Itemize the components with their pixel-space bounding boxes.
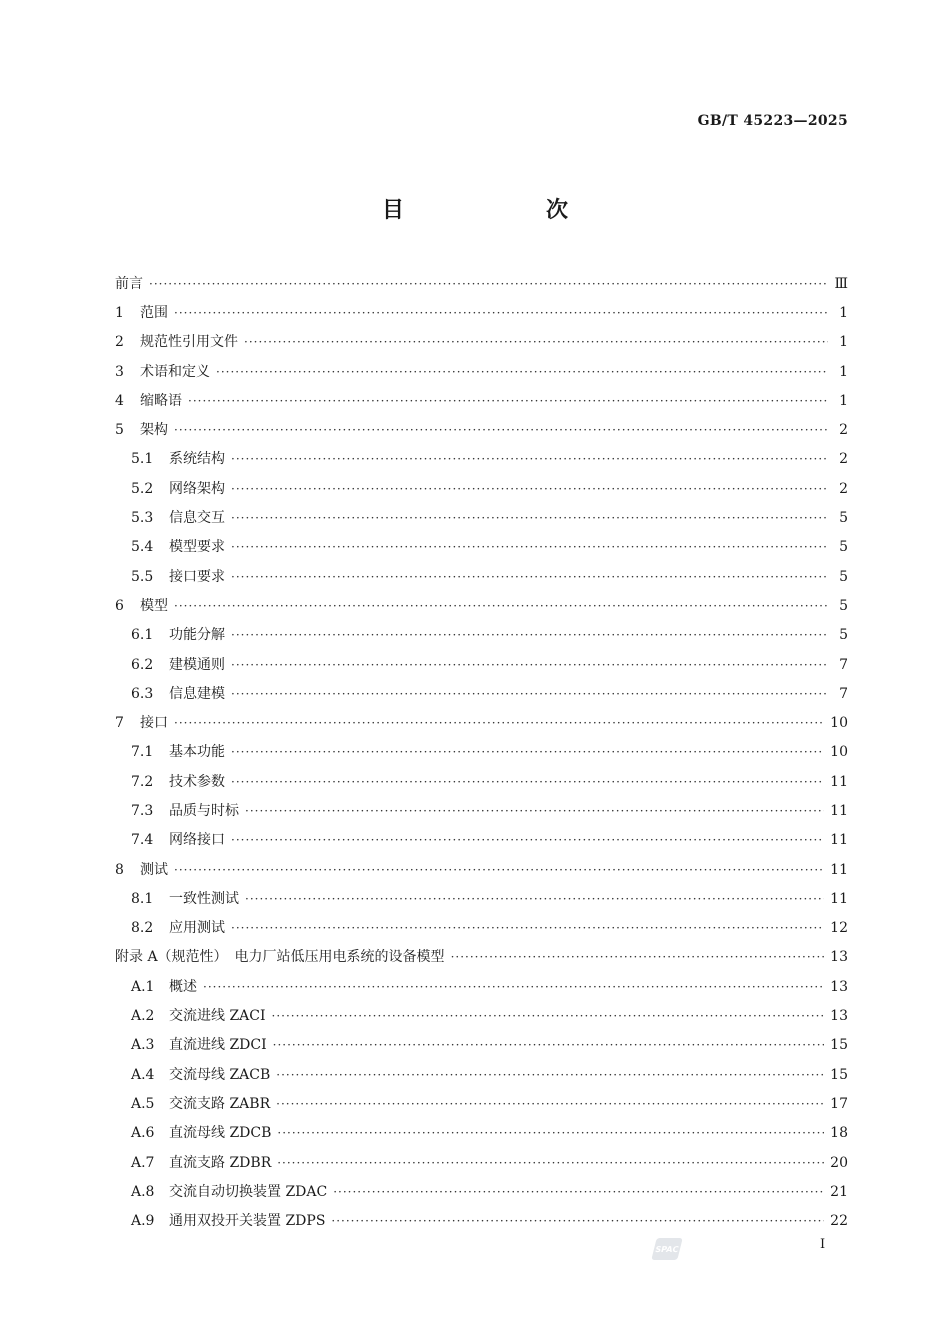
toc-entry-page: 13 — [830, 949, 848, 966]
toc-entry-label: 基本功能 — [169, 744, 225, 761]
toc-entry-number: 7.1 — [131, 744, 154, 761]
toc-entry-number: 6.2 — [131, 656, 154, 673]
toc-entry-page: 11 — [830, 890, 848, 907]
standard-code: GB/T 45223—2025 — [697, 113, 848, 129]
toc-entry-number: 5.3 — [131, 510, 154, 527]
toc-entry-page: 5 — [839, 568, 848, 585]
toc-entry-page: 5 — [839, 539, 848, 556]
toc-entry-page: 20 — [830, 1154, 848, 1171]
toc-leader-dots — [276, 1069, 824, 1081]
toc-entry-page: 2 — [839, 422, 848, 439]
toc-entry-label: 模型 — [140, 597, 168, 614]
toc-leader-dots — [174, 864, 824, 876]
toc-entry-page: 7 — [839, 685, 848, 702]
toc-entry-page: 2 — [839, 480, 848, 497]
toc-entry-page: 7 — [839, 656, 848, 673]
toc-entry[interactable] — [115, 1207, 848, 1236]
toc-entry[interactable] — [115, 767, 848, 796]
toc-leader-dots — [276, 1098, 824, 1110]
toc-entry-label: 功能分解 — [169, 627, 225, 644]
toc-entry[interactable] — [115, 415, 848, 444]
toc-entry-number: 5 — [115, 422, 124, 439]
toc-leader-dots — [174, 717, 824, 729]
toc-entry-number: 6 — [115, 597, 124, 614]
toc-entry[interactable] — [115, 1060, 848, 1089]
toc-entry[interactable] — [115, 445, 848, 474]
toc-leader-dots — [245, 893, 824, 905]
toc-leader-dots — [231, 512, 828, 524]
toc-entry-page: 12 — [830, 920, 848, 937]
toc-entry[interactable] — [115, 357, 848, 386]
toc-entry[interactable] — [115, 591, 848, 620]
toc-entry[interactable] — [115, 826, 848, 855]
toc-entry-page: 13 — [830, 978, 848, 995]
table-of-contents — [115, 269, 848, 1236]
toc-entry-page: 11 — [830, 773, 848, 790]
toc-entry-number: 1 — [115, 304, 124, 321]
toc-entry-label: 技术参数 — [169, 773, 225, 790]
toc-entry-number: 2 — [115, 334, 124, 351]
toc-entry[interactable] — [115, 1031, 848, 1060]
toc-leader-dots — [231, 776, 824, 788]
toc-entry[interactable] — [115, 1177, 848, 1206]
toc-leader-dots — [231, 541, 828, 553]
page-title: 目 次 — [381, 197, 628, 223]
toc-entry-number: 8.2 — [131, 920, 154, 937]
toc-leader-dots — [277, 1127, 824, 1139]
toc-entry-page: 2 — [839, 451, 848, 468]
toc-entry-number: 4 — [115, 392, 124, 409]
toc-entry-page: 1 — [839, 363, 848, 380]
toc-entry-number: 7.3 — [131, 802, 154, 819]
toc-entry-number: 7.2 — [131, 773, 154, 790]
toc-entry-label: 接口 — [140, 715, 168, 732]
toc-entry-label: 系统结构 — [169, 451, 225, 468]
toc-entry[interactable] — [115, 650, 848, 679]
toc-entry-number: 8 — [115, 861, 124, 878]
toc-entry-number: 5.4 — [131, 539, 154, 556]
toc-leader-dots — [273, 1039, 825, 1051]
toc-entry-label: 直流进线 ZDCI — [169, 1037, 267, 1054]
toc-leader-dots — [231, 659, 828, 671]
toc-leader-dots — [451, 951, 825, 963]
toc-entry-label: 直流母线 ZDCB — [169, 1125, 272, 1142]
toc-entry-label: 通用双投开关装置 ZDPS — [169, 1213, 326, 1230]
toc-entry[interactable] — [115, 884, 848, 913]
toc-leader-dots — [203, 981, 824, 993]
toc-entry-page: 11 — [830, 861, 848, 878]
toc-entry-label: 测试 — [140, 861, 168, 878]
toc-entry-label: 规范性引用文件 — [140, 334, 238, 351]
toc-entry-page: 21 — [830, 1183, 848, 1200]
toc-entry-label: 一致性测试 — [169, 890, 239, 907]
toc-entry-page: 1 — [839, 392, 848, 409]
toc-leader-dots — [174, 424, 828, 436]
toc-entry-page: 18 — [830, 1125, 848, 1142]
toc-leader-dots — [231, 483, 828, 495]
toc-entry-label: 前言 — [115, 275, 143, 292]
toc-entry-number: A.9 — [131, 1213, 155, 1230]
toc-entry-label: 范围 — [140, 304, 168, 321]
toc-entry[interactable] — [115, 796, 848, 825]
toc-entry-page: 13 — [830, 1008, 848, 1025]
toc-entry-number: 6.1 — [131, 627, 154, 644]
toc-entry-label: 交流自动切换装置 ZDAC — [169, 1183, 328, 1200]
toc-entry[interactable] — [115, 474, 848, 503]
toc-entry-label: 模型要求 — [169, 539, 225, 556]
toc-entry[interactable] — [115, 269, 848, 298]
toc-entry-page: 1 — [839, 304, 848, 321]
toc-entry-number: 7 — [115, 715, 124, 732]
toc-leader-dots — [188, 395, 828, 407]
toc-entry-number: A.4 — [131, 1066, 155, 1083]
toc-leader-dots — [216, 366, 828, 378]
toc-entry-page: 5 — [839, 510, 848, 527]
toc-leader-dots — [245, 805, 824, 817]
logo-text: SPAC — [654, 1244, 680, 1254]
toc-leader-dots — [174, 307, 828, 319]
toc-entry-number: 7.4 — [131, 832, 154, 849]
toc-leader-dots — [244, 336, 828, 348]
toc-leader-dots — [174, 600, 828, 612]
toc-entry-label: 附录 A（规范性） 电力厂站低压用电系统的设备模型 — [115, 949, 445, 966]
toc-entry-page: Ⅲ — [834, 275, 848, 292]
toc-entry[interactable] — [115, 855, 848, 884]
toc-entry-label: 交流母线 ZACB — [169, 1066, 271, 1083]
toc-entry[interactable] — [115, 738, 848, 767]
toc-entry-page: 5 — [839, 597, 848, 614]
toc-entry[interactable] — [115, 972, 848, 1001]
toc-entry-number: A.3 — [131, 1037, 155, 1054]
toc-entry-number: 6.3 — [131, 685, 154, 702]
toc-entry-label: 信息交互 — [169, 510, 225, 527]
toc-entry-label: 直流支路 ZDBR — [169, 1154, 272, 1171]
toc-entry-page: 10 — [830, 744, 848, 761]
publisher-logo-icon — [651, 1238, 682, 1260]
toc-leader-dots — [231, 746, 824, 758]
toc-leader-dots — [277, 1157, 824, 1169]
toc-entry-number: A.7 — [131, 1154, 155, 1171]
toc-entry-page: 10 — [830, 715, 848, 732]
toc-entry[interactable] — [115, 1119, 848, 1148]
toc-entry[interactable] — [115, 679, 848, 708]
toc-entry-page: 5 — [839, 627, 848, 644]
toc-entry-number: 5.5 — [131, 568, 154, 585]
toc-leader-dots — [272, 1010, 825, 1022]
toc-entry-page: 11 — [830, 832, 848, 849]
toc-entry-label: 网络架构 — [169, 480, 225, 497]
toc-entry[interactable] — [115, 328, 848, 357]
toc-entry-number: A.1 — [131, 978, 155, 995]
toc-entry-number: A.6 — [131, 1125, 155, 1142]
toc-entry-label: 网络接口 — [169, 832, 225, 849]
toc-leader-dots — [149, 278, 828, 290]
toc-leader-dots — [231, 453, 828, 465]
toc-entry-page: 15 — [830, 1066, 848, 1083]
toc-leader-dots — [231, 834, 824, 846]
toc-entry-label: 术语和定义 — [140, 363, 210, 380]
toc-entry-number: A.8 — [131, 1183, 155, 1200]
toc-entry-label: 接口要求 — [169, 568, 225, 585]
toc-entry[interactable] — [115, 708, 848, 737]
toc-entry-number: A.5 — [131, 1095, 155, 1112]
toc-entry[interactable] — [115, 533, 848, 562]
toc-entry[interactable] — [115, 1148, 848, 1177]
toc-entry-number: A.2 — [131, 1008, 155, 1025]
toc-entry-number: 5.1 — [131, 451, 154, 468]
toc-leader-dots — [331, 1215, 824, 1227]
toc-entry[interactable] — [115, 621, 848, 650]
toc-entry-page: 22 — [830, 1213, 848, 1230]
toc-entry[interactable] — [115, 914, 848, 943]
toc-entry-number: 3 — [115, 363, 124, 380]
toc-entry-label: 交流进线 ZACI — [169, 1008, 266, 1025]
toc-entry-label: 缩略语 — [140, 392, 182, 409]
toc-leader-dots — [333, 1186, 824, 1198]
toc-leader-dots — [231, 629, 828, 641]
toc-entry-page: 15 — [830, 1037, 848, 1054]
toc-entry-page: 11 — [830, 802, 848, 819]
toc-entry[interactable] — [115, 1001, 848, 1030]
page-number: I — [820, 1237, 826, 1252]
toc-entry[interactable] — [115, 562, 848, 591]
toc-leader-dots — [231, 922, 824, 934]
toc-entry[interactable] — [115, 1089, 848, 1118]
toc-entry-label: 应用测试 — [169, 920, 225, 937]
toc-leader-dots — [231, 688, 828, 700]
toc-entry-label: 交流支路 ZABR — [169, 1095, 271, 1112]
toc-leader-dots — [231, 571, 828, 583]
toc-entry-number: 5.2 — [131, 480, 154, 497]
toc-entry[interactable] — [115, 386, 848, 415]
toc-entry[interactable] — [115, 943, 848, 972]
toc-entry-page: 1 — [839, 334, 848, 351]
toc-entry-label: 概述 — [169, 978, 197, 995]
toc-entry-label: 信息建模 — [169, 685, 225, 702]
toc-entry-page: 17 — [830, 1095, 848, 1112]
toc-entry-number: 8.1 — [131, 890, 154, 907]
toc-entry-label: 架构 — [140, 422, 168, 439]
toc-entry-label: 品质与时标 — [169, 802, 239, 819]
toc-entry-label: 建模通则 — [169, 656, 225, 673]
toc-entry[interactable] — [115, 298, 848, 327]
toc-entry[interactable] — [115, 503, 848, 532]
